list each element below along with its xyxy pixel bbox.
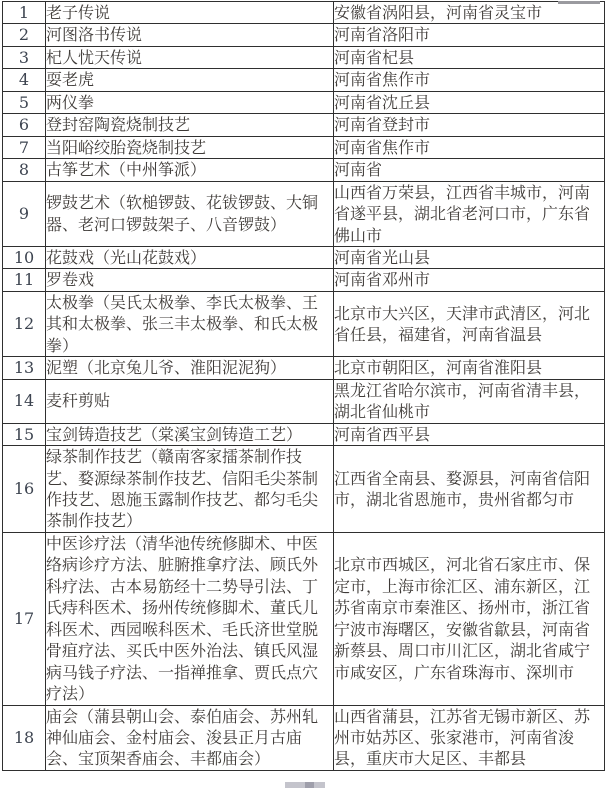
- heritage-name-cell: 古筝艺术（中州筝派）: [46, 159, 334, 181]
- table-row: [3, 181, 605, 246]
- table-row: [3, 46, 605, 68]
- heritage-region-cell: 河南省西平县: [334, 423, 605, 445]
- heritage-name-cell: 登封窑陶瓷烧制技艺: [46, 114, 334, 136]
- row-number-cell: 17: [3, 532, 46, 705]
- table-row: [3, 91, 605, 113]
- heritage-region-cell: 河南省洛阳市: [334, 24, 605, 46]
- heritage-name-cell: 老子传说: [46, 2, 334, 24]
- row-number-cell: 4: [3, 69, 46, 91]
- heritage-region-cell: 安徽省涡阳县，河南省灵宝市: [334, 2, 605, 24]
- heritage-name-cell: 花鼓戏（光山花鼓戏）: [46, 246, 334, 268]
- scrollbar-fragment-top: [558, 1, 600, 4]
- heritage-table-body: [3, 2, 605, 771]
- table-row: [3, 705, 605, 770]
- heritage-list-table: [2, 1, 605, 771]
- scrollbar-thumb[interactable]: [305, 782, 314, 788]
- heritage-name-cell: 河图洛书传说: [46, 24, 334, 46]
- heritage-region-cell: 山西省蒲县，江苏省无锡市新区、苏州市姑苏区、张家港市，河南省浚县，重庆市大足区、丰都县: [334, 705, 605, 770]
- row-number-cell: 16: [3, 446, 46, 533]
- heritage-region-cell: 北京市朝阳区，河南省淮阳县: [334, 357, 605, 379]
- row-number-cell: 12: [3, 291, 46, 356]
- heritage-name-cell: 绿茶制作技艺（赣南客家擂茶制作技艺、婺源绿茶制作技艺、信阳毛尖茶制作技艺、恩施玉露制作技艺、都匀毛尖茶制作技艺）: [46, 446, 334, 533]
- row-number-cell: 5: [3, 91, 46, 113]
- table-row: [3, 114, 605, 136]
- heritage-region-cell: 北京市大兴区，天津市武清区，河北省任县，福建省，河南省温县: [334, 291, 605, 356]
- row-number-cell: 18: [3, 705, 46, 770]
- heritage-name-cell: 麦秆剪贴: [46, 379, 334, 423]
- row-number-cell: 9: [3, 181, 46, 246]
- heritage-name-cell: 泥塑（北京兔儿爷、淮阳泥泥狗）: [46, 357, 334, 379]
- row-number-cell: 1: [3, 2, 46, 24]
- heritage-region-cell: 河南省焦作市: [334, 136, 605, 158]
- table-row: [3, 159, 605, 181]
- row-number-cell: 15: [3, 423, 46, 445]
- horizontal-scrollbar-fragment[interactable]: [285, 782, 325, 788]
- row-number-cell: 3: [3, 46, 46, 68]
- table-row: [3, 357, 605, 379]
- heritage-region-cell: 河南省杞县: [334, 46, 605, 68]
- row-number-cell: 10: [3, 246, 46, 268]
- heritage-name-cell: 耍老虎: [46, 69, 334, 91]
- row-number-cell: 13: [3, 357, 46, 379]
- table-row: [3, 423, 605, 445]
- heritage-region-cell: 河南省光山县: [334, 246, 605, 268]
- heritage-region-cell: 山西省万荣县，江西省丰城市，河南省遂平县，湖北省老河口市，广东省佛山市: [334, 181, 605, 246]
- row-number-cell: 2: [3, 24, 46, 46]
- heritage-region-cell: 河南省登封市: [334, 114, 605, 136]
- table-row: [3, 446, 605, 533]
- heritage-region-cell: 河南省邓州市: [334, 269, 605, 291]
- row-number-cell: 7: [3, 136, 46, 158]
- heritage-name-cell: 锣鼓艺术（软槌锣鼓、花钹锣鼓、大铜器、老河口锣鼓架子、八音锣鼓）: [46, 181, 334, 246]
- heritage-region-cell: 北京市西城区，河北省石家庄市、保定市，上海市徐汇区、浦东新区，江苏省南京市秦淮区、扬州市，浙江省宁波市海曙区，安徽省歙县，河南省新蔡县、周口市川汇区，湖北省咸宁市咸安区，广东省珠海市、深圳市: [334, 532, 605, 705]
- row-number-cell: 6: [3, 114, 46, 136]
- table-row: [3, 291, 605, 356]
- table-row: [3, 69, 605, 91]
- heritage-region-cell: 河南省沈丘县: [334, 91, 605, 113]
- row-number-cell: 14: [3, 379, 46, 423]
- table-row: [3, 136, 605, 158]
- heritage-name-cell: 太极拳（吴氏太极拳、李氏太极拳、王其和太极拳、张三丰太极拳、和氏太极拳）: [46, 291, 334, 356]
- heritage-name-cell: 庙会（蒲县朝山会、泰伯庙会、苏州轧神仙庙会、金村庙会、浚县正月古庙会、宝顶架香庙会、丰都庙会）: [46, 705, 334, 770]
- table-row: [3, 269, 605, 291]
- heritage-region-cell: 河南省焦作市: [334, 69, 605, 91]
- table-row: [3, 532, 605, 705]
- heritage-region-cell: 江西省全南县、婺源县，河南省信阳市，湖北省恩施市，贵州省都匀市: [334, 446, 605, 533]
- heritage-region-cell: 河南省: [334, 159, 605, 181]
- table-row: [3, 246, 605, 268]
- heritage-name-cell: 宝剑铸造技艺（棠溪宝剑铸造工艺）: [46, 423, 334, 445]
- heritage-name-cell: 杞人忧天传说: [46, 46, 334, 68]
- row-number-cell: 8: [3, 159, 46, 181]
- table-row: [3, 2, 605, 24]
- heritage-name-cell: 两仪拳: [46, 91, 334, 113]
- heritage-name-cell: 罗卷戏: [46, 269, 334, 291]
- row-number-cell: 11: [3, 269, 46, 291]
- table-row: [3, 24, 605, 46]
- heritage-name-cell: 当阳峪绞胎瓷烧制技艺: [46, 136, 334, 158]
- heritage-name-cell: 中医诊疗法（清华池传统修脚术、中医络病诊疗方法、脏腑推拿疗法、顾氏外科疗法、古本易筋经十二势导引法、丁氏痔科医术、扬州传统修脚术、董氏儿科医术、西园喉科医术、毛氏济世堂脱骨疽疗法、买氏中医外治法、镇氏风湿病马钱子疗法、一指禅推拿、贾氏点穴疗法）: [46, 532, 334, 705]
- table-row: [3, 379, 605, 423]
- heritage-region-cell: 黑龙江省哈尔滨市，河南省清丰县，湖北省仙桃市: [334, 379, 605, 423]
